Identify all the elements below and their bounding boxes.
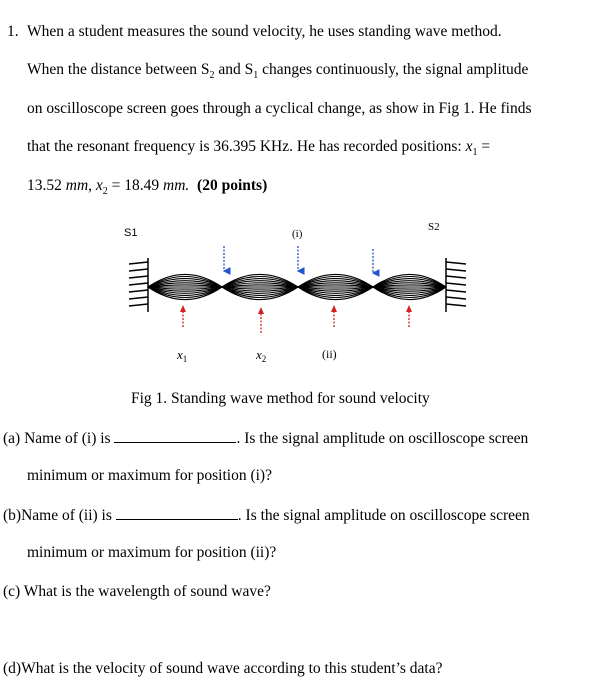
part-a-line-1: (a) Name of (i) is . Is the signal amplitude on oscilloscope screen [3, 430, 529, 447]
blue-arrows-icon [224, 246, 373, 273]
label-x1: $x_1$ [177, 347, 188, 364]
left-wall-icon [129, 258, 148, 312]
question-line-1: When a student measures the sound velocity, he uses standing wave method. [27, 23, 502, 40]
label-ii: (ii) [322, 347, 337, 361]
part-b-line-2: minimum or maximum for position (ii)? [27, 544, 277, 561]
label-s2: S2 [428, 221, 440, 233]
part-a-line-2: minimum or maximum for position (i)? [27, 467, 272, 484]
right-wall-icon [446, 258, 466, 312]
question-line-5: 13.52 mm, $x_2 = 18.49$ mm. (20 points) [27, 177, 268, 198]
part-a-blank[interactable] [114, 428, 236, 443]
question-line-2: When the distance between $S_2$ and $S_1$ changes continuously, the signal amplitude [27, 61, 529, 82]
question-line-4: that the resonant frequency is 36.395 KHz. He has recorded positions: $x_1$ = [27, 138, 491, 159]
part-d: (d)What is the velocity of sound wave according to this student’s data? [3, 660, 443, 677]
red-arrows-icon [180, 305, 412, 333]
question-number: 1. [7, 23, 19, 40]
part-b-line-1: (b)Name of (ii) is . Is the signal amplitude on oscilloscope screen [3, 507, 530, 524]
label-s1: S1 [124, 227, 138, 239]
label-i: (i) [292, 228, 303, 240]
figure-caption: Fig 1. Standing wave method for sound velocity [131, 390, 430, 407]
question-line-3: on oscilloscope screen goes through a cyclical change, as show in Fig 1. He finds [27, 100, 532, 117]
standing-wave-loops [148, 274, 446, 299]
part-b-blank[interactable] [116, 505, 238, 520]
part-c: (c) What is the wavelength of sound wave? [3, 583, 271, 600]
label-x2: $x_2$ [256, 347, 267, 364]
